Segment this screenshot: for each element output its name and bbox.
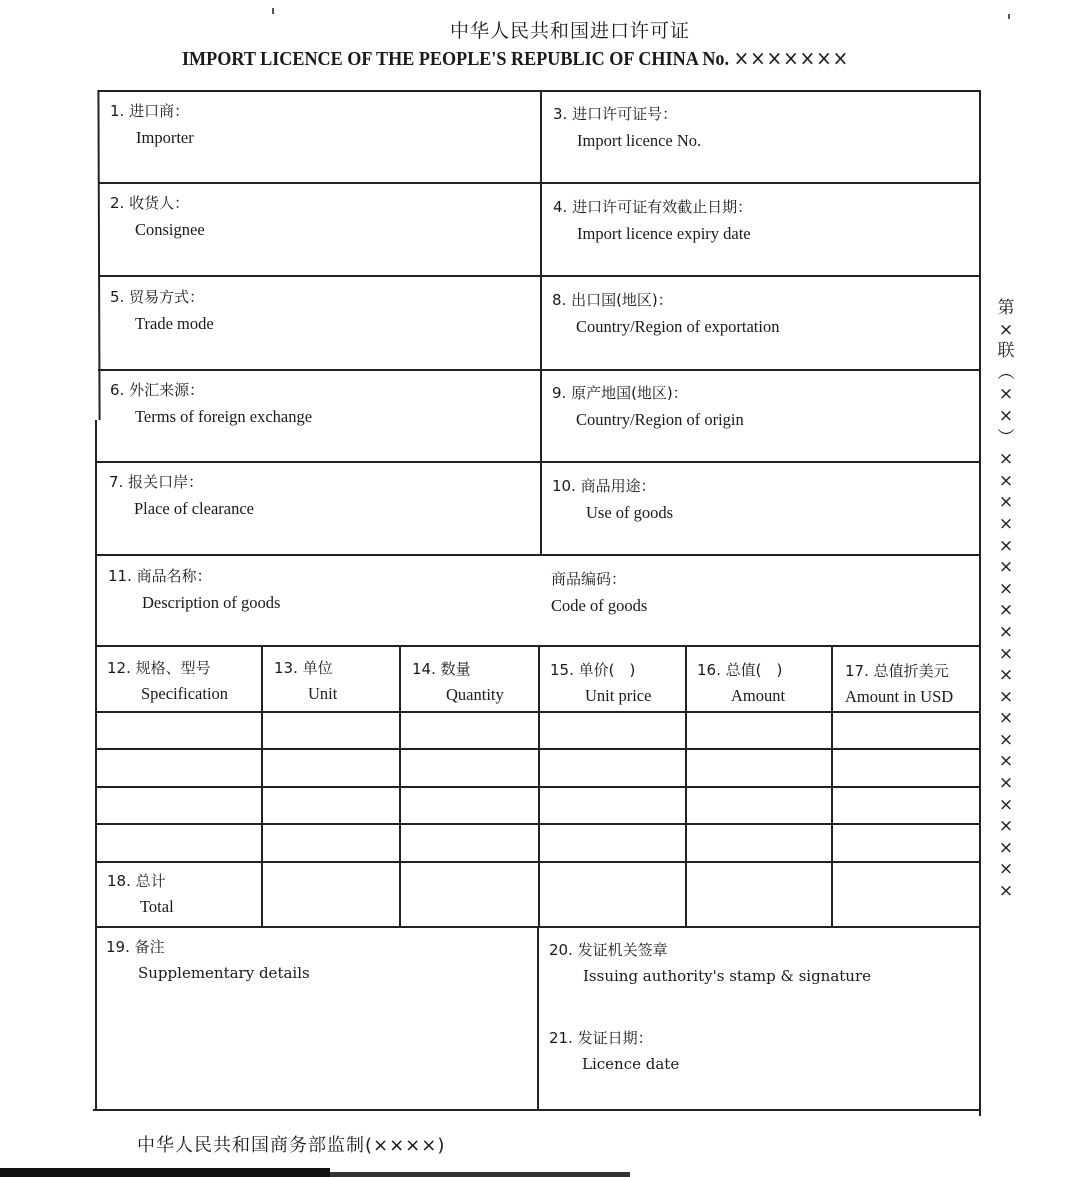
form-border-left-lower: [95, 420, 97, 1110]
field-place-of-clearance-label-cn: 7. 报关口岸：: [109, 473, 204, 491]
side-note-char: ×: [998, 384, 1014, 405]
side-note-char: ×: [998, 751, 1014, 772]
side-note-char: ×: [998, 578, 1014, 599]
field-country-of-origin-label-cn: 9. 原产地国(地区)：: [552, 384, 688, 402]
form-border-top: [98, 90, 980, 92]
field-trade-mode[interactable]: [110, 286, 214, 334]
field-country-of-origin[interactable]: [552, 382, 744, 430]
form-border-right: [979, 90, 981, 1116]
scan-speck: [1008, 14, 1010, 19]
total-row-values[interactable]: [263, 863, 978, 925]
field-supplementary-details[interactable]: [106, 936, 310, 982]
field-code-of-goods[interactable]: [551, 568, 647, 616]
field-licence-date[interactable]: [549, 1027, 679, 1073]
column-header-specification-en: Specification: [141, 684, 229, 703]
divider-row-2: [98, 275, 980, 277]
field-foreign-exchange-label-cn: 6. 外汇来源：: [110, 381, 205, 399]
side-note-char: ×: [998, 665, 1014, 686]
field-expiry-date-label-en: Import licence expiry date: [577, 224, 751, 243]
side-note-char: ×: [998, 837, 1014, 858]
field-country-of-exportation-label-en: Country/Region of exportation: [576, 317, 780, 336]
field-foreign-exchange[interactable]: [110, 379, 312, 427]
column-header-quantity: [412, 658, 504, 705]
side-note-char: ×: [998, 816, 1014, 837]
column-header-amount-usd-cn: 17. 总值折美元: [845, 662, 949, 680]
field-expiry-date-label-cn: 4. 进口许可证有效截止日期：: [553, 198, 753, 216]
column-header-unit-price: [550, 659, 651, 706]
goods-table-row-4[interactable]: [98, 825, 978, 860]
side-note-char: ×: [998, 794, 1014, 815]
side-note-char: 第: [997, 298, 1015, 318]
field-issuing-authority-label-cn: 20. 发证机关签章: [549, 941, 668, 959]
licence-number-placeholder: ×××××××: [733, 46, 850, 70]
field-description-of-goods[interactable]: [108, 565, 280, 613]
form-title-chinese: 中华人民共和国进口许可证: [449, 20, 690, 42]
side-note-char: ︶: [997, 427, 1015, 448]
form-border-bottom: [93, 1109, 979, 1111]
column-header-unit: [274, 657, 337, 704]
side-note-char: ×: [998, 535, 1014, 556]
field-use-of-goods-label-cn: 10. 商品用途：: [552, 477, 656, 495]
divider-middle-upper: [540, 90, 542, 555]
side-note-char: ×: [998, 621, 1014, 642]
field-code-of-goods-label-cn: 商品编码：: [551, 570, 627, 588]
column-header-specification: [107, 657, 228, 704]
field-consignee[interactable]: [110, 192, 205, 240]
column-header-amount-usd-en: Amount in USD: [845, 687, 954, 706]
side-note-char: ×: [998, 881, 1014, 902]
field-consignee-label-cn: 2. 收货人：: [110, 194, 190, 212]
side-note-char: ×: [998, 319, 1014, 340]
field-issuing-authority-label-en: Issuing authority's stamp & signature: [583, 967, 872, 985]
total-label-en: Total: [140, 897, 174, 916]
total-row-label: [107, 870, 174, 917]
side-note-char: ×: [998, 600, 1014, 621]
side-note-char: ︵: [997, 362, 1015, 383]
column-header-amount: [697, 659, 785, 706]
column-header-quantity-cn: 14. 数量: [412, 660, 471, 678]
field-country-of-origin-label-en: Country/Region of origin: [576, 410, 744, 429]
field-licence-date-label-en: Licence date: [582, 1055, 680, 1073]
divider-middle-lower: [537, 926, 539, 1111]
field-supplementary-details-label-en: Supplementary details: [138, 964, 310, 982]
side-note-char: ×: [998, 405, 1014, 426]
column-header-unit-cn: 13. 单位: [274, 659, 333, 677]
scan-speck: [272, 8, 274, 14]
field-code-of-goods-label-en: Code of goods: [551, 596, 648, 615]
goods-table-row-2[interactable]: [98, 750, 978, 785]
side-note-char: ×: [998, 859, 1014, 880]
side-note-char: 联: [997, 341, 1015, 362]
field-issuing-authority[interactable]: [549, 939, 871, 985]
divider-row-1: [98, 182, 980, 184]
field-trade-mode-label-en: Trade mode: [135, 314, 214, 333]
field-licence-date-label-cn: 21. 发证日期：: [549, 1029, 653, 1047]
field-supplementary-details-label-cn: 19. 备注: [106, 938, 165, 956]
divider-row-5: [96, 554, 980, 556]
divider-row-3: [98, 369, 980, 371]
side-note-char: ×: [998, 449, 1014, 470]
field-importer-label-cn: 1. 进口商：: [110, 102, 190, 120]
divider-row-4: [97, 461, 980, 463]
column-header-unit-price-cn: 15. 单价( ): [550, 661, 636, 679]
field-licence-no-label-cn: 3. 进口许可证号：: [553, 105, 678, 123]
field-place-of-clearance[interactable]: [109, 471, 254, 519]
column-header-specification-cn: 12. 规格、型号: [107, 659, 211, 677]
side-note-char: ×: [998, 729, 1014, 750]
form-title-english-text: IMPORT LICENCE OF THE PEOPLE'S REPUBLIC OF CHINA No.: [182, 49, 730, 70]
column-header-unit-en: Unit: [308, 684, 338, 703]
field-use-of-goods[interactable]: [552, 475, 673, 523]
field-use-of-goods-label-en: Use of goods: [586, 503, 674, 522]
field-licence-no-label-en: Import licence No.: [577, 131, 702, 150]
field-description-of-goods-label-cn: 11. 商品名称：: [108, 567, 212, 585]
side-note-char: ×: [998, 643, 1014, 664]
field-importer-label-en: Importer: [136, 128, 194, 147]
side-note-char: ×: [998, 773, 1014, 794]
form-border-left: [97, 90, 100, 420]
field-country-of-exportation[interactable]: [552, 289, 779, 337]
side-note-char: ×: [998, 686, 1014, 707]
column-header-quantity-en: Quantity: [446, 685, 504, 704]
column-header-amount-cn: 16. 总值( ): [697, 661, 783, 679]
copy-number-side-note: [994, 298, 1018, 903]
total-label-cn: 18. 总计: [107, 872, 166, 890]
field-licence-no[interactable]: [553, 103, 701, 151]
field-consignee-label-en: Consignee: [135, 220, 205, 239]
column-header-amount-usd: [845, 660, 953, 707]
side-note-char: ×: [998, 708, 1014, 729]
side-note-char: ×: [998, 470, 1014, 491]
goods-table-row-1[interactable]: [98, 713, 978, 747]
field-importer[interactable]: [110, 100, 194, 148]
side-note-char: ×: [998, 557, 1014, 578]
column-header-amount-en: Amount: [731, 686, 786, 705]
footer-supervision-note: 中华人民共和国商务部监制(××××): [137, 1135, 446, 1156]
field-trade-mode-label-cn: 5. 贸易方式：: [110, 288, 205, 306]
column-header-unit-price-en: Unit price: [585, 686, 652, 705]
field-country-of-exportation-label-cn: 8. 出口国(地区)：: [552, 291, 673, 309]
goods-table-row-3[interactable]: [98, 788, 978, 822]
field-expiry-date[interactable]: [553, 196, 752, 244]
scan-edge-shadow: [330, 1172, 630, 1177]
field-description-of-goods-label-en: Description of goods: [142, 593, 281, 612]
side-note-char: ×: [998, 492, 1014, 513]
scan-edge-shadow: [0, 1168, 330, 1177]
side-note-char: ×: [998, 513, 1014, 534]
field-foreign-exchange-label-en: Terms of foreign exchange: [135, 407, 313, 426]
field-place-of-clearance-label-en: Place of clearance: [134, 499, 254, 518]
